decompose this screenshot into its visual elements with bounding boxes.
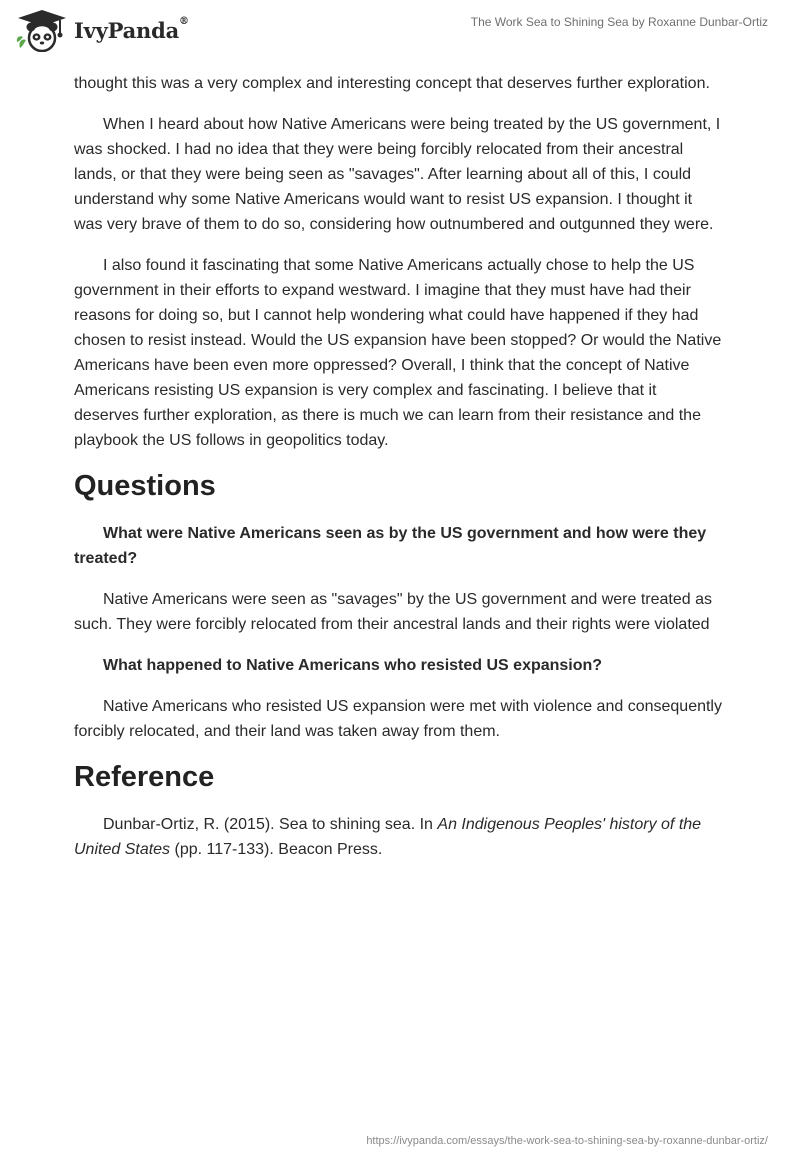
source-url[interactable]: https://ivypanda.com/essays/the-work-sea-to-shining-sea-by-roxanne-dunbar-ortiz/	[366, 1135, 768, 1147]
paragraph: When I heard about how Native Americans were being treated by the US government, I was shocked. I had no idea that they were being forcibly relocated from their ancestral lands, or that they were being seen as "savages". After learning about all of this, I could understand why some Native Americans would want to resist US expansion. I thought it was very brave of them to do so, considering how outnumbered and outgunned they were.	[74, 116, 721, 233]
document-title: The Work Sea to Shining Sea by Roxanne Dunbar-Ortiz	[470, 15, 768, 29]
paragraph-continued: thought this was a very complex and interesting concept that deserves further exploration.	[74, 75, 710, 92]
paragraph: I also found it fascinating that some Native Americans actually chose to help the US government in their efforts to expand westward. I imagine that they must have had their reasons for doing so, but I cannot help wondering what could have happened if they had chosen to resist instead. Would the US expansion have been stopped? Or would the Native Americans have been even more oppressed? Overall, I think that the concept of Native Americans resisting US expansion is very complex and fascinating. I believe that it deserves further exploration, as there is much we can learn from their resistance and the playbook the US follows in geopolitics today.	[74, 257, 722, 449]
reference-book-title: An Indigenous Peoples' history of the United States	[74, 816, 702, 858]
page-header	[0, 0, 800, 64]
reference-citation: Dunbar-Ortiz, R. (2015). Sea to shining sea. In An Indigenous Peoples' history of the United States (pp. 117-133). Beacon Press.	[74, 816, 702, 858]
answer-1: Native Americans were seen as "savages" by the US government and were treated as such. They were forcibly relocated from their ancestral lands and their rights were violated	[74, 591, 713, 633]
questions-heading: Questions	[74, 470, 216, 502]
reference-heading: Reference	[74, 761, 215, 793]
brand-name: IvyPanda®	[74, 15, 189, 43]
question-1: What were Native Americans seen as by the US government and how were they treated?	[74, 525, 707, 567]
ivypanda-logo[interactable]	[14, 8, 189, 52]
essay-content	[74, 71, 724, 878]
question-2: What happened to Native Americans who resisted US expansion?	[103, 657, 603, 674]
panda-graduate-icon	[14, 8, 70, 52]
answer-2: Native Americans who resisted US expansion were met with violence and consequently forcibly relocated, and their land was taken away from them.	[74, 698, 722, 740]
